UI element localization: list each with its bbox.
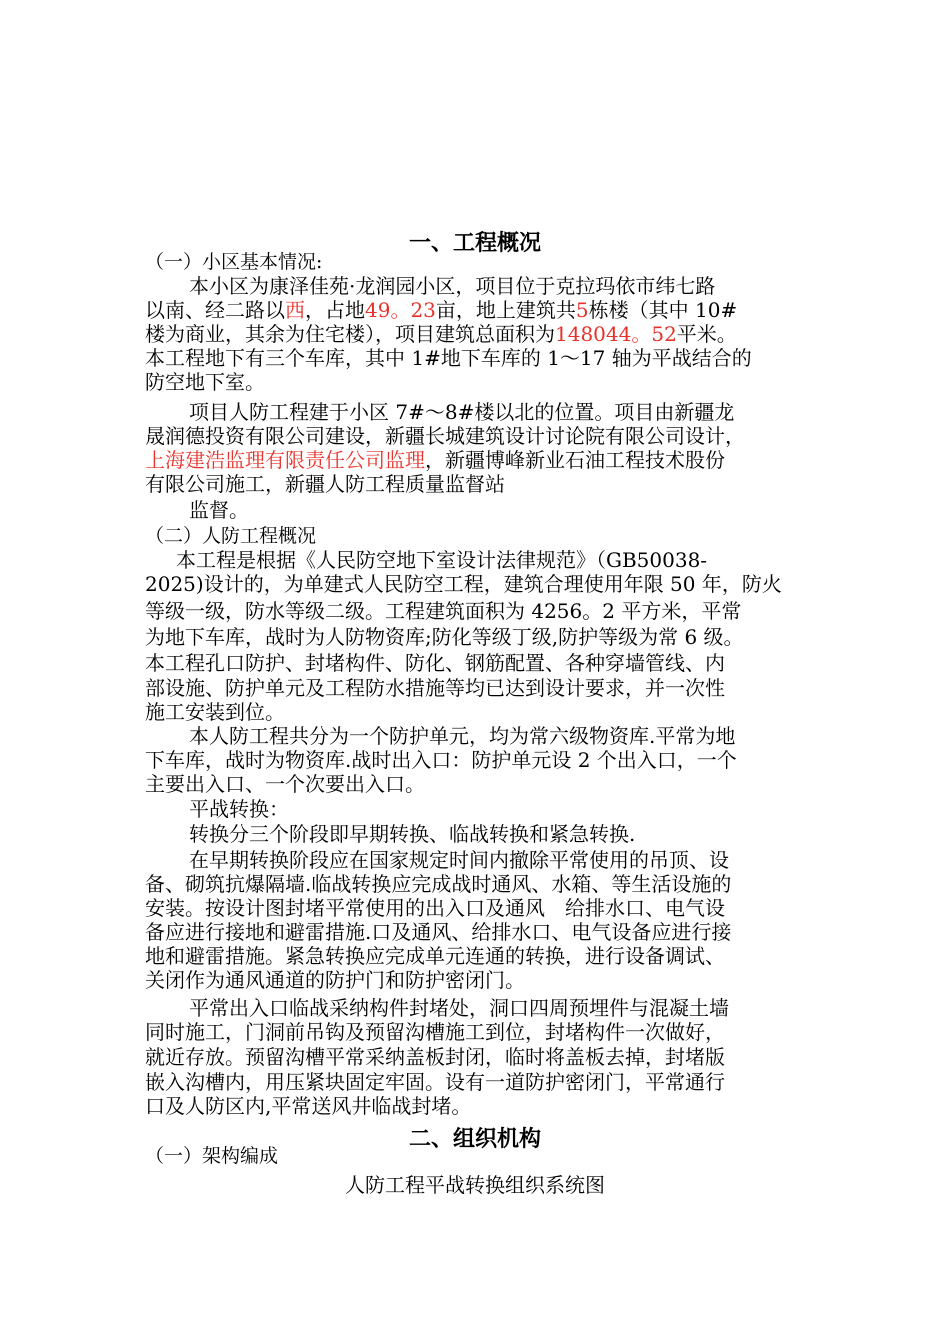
paragraph-3-line-1: 本工程是根据《人民防空地下室设计法律规范》（GB50038- [176, 548, 708, 572]
subsection-2-1-heading: （一）架构编成 [145, 1145, 279, 1167]
paragraph-7-line-3: 安装。按设计图封堵平常使用的出入口及通风 给排水口、电气设 [145, 896, 725, 920]
paragraph-7-line-5: 地和避雷措施。紧急转换应完成单元连通的转换，进行设备调试、 [145, 944, 725, 968]
paragraph-8-line-3: 就近存放。预留沟槽平常采纳盖板封闭，临时将盖板去掉，封堵版 [145, 1045, 725, 1069]
paragraph-8-line-5: 口及人防区内,平常送风井临战封堵。 [145, 1094, 472, 1118]
paragraph-4-line-3: 主要出入口、一个次要出入口。 [145, 772, 425, 796]
section-2-title: 二、组织机构 [408, 1127, 541, 1152]
paragraph-7-line-6: 关闭作为通风通道的防护门和防护密闭门。 [145, 968, 525, 992]
paragraph-7-line-4: 备应进行接地和避雷措施.口及通风、给排水口、电气设备应进行接 [145, 920, 732, 944]
paragraph-3-line-4: 为地下车库，战时为人防物资库;防化等级丁级,防护等级为常 6 级。 [145, 625, 744, 649]
paragraph-8-line-4: 嵌入沟槽内，用压紧块固定牢固。设有一道防护密闭门，平常通行 [145, 1070, 725, 1094]
section-1-title: 一、工程概况 [408, 231, 541, 256]
paragraph-3-line-5: 本工程孔口防护、封堵构件、防化、钢筋配置、各种穿墙管线、内 [145, 651, 725, 675]
paragraph-2-line-5: 监督。 [189, 498, 249, 522]
figure-caption: 人防工程平战转换组织系统图 [345, 1173, 605, 1197]
paragraph-5: 平战转换： [189, 797, 289, 821]
paragraph-1-line-5: 防空地下室。 [145, 370, 265, 394]
paragraph-3-line-6: 部设施、防护单元及工程防水措施等均已达到设计要求，并一次性 [145, 676, 725, 700]
paragraph-8-line-2: 同时施工，门洞前吊钩及预留沟槽施工到位，封堵构件一次做好， [145, 1020, 725, 1044]
paragraph-3-line-3: 等级一级，防水等级二级。工程建筑面积为 4256。2 平方米，平常 [145, 599, 742, 623]
paragraph-2-line-3: 上海建浩监理有限责任公司监理，新疆博峰新业石油工程技术股份 [145, 448, 725, 472]
paragraph-2-line-4: 有限公司施工，新疆人防工程质量监督站 [145, 472, 505, 496]
paragraph-3-line-2: 2025)设计的，为单建式人民防空工程，建筑合理使用年限 50 年，防火 [145, 572, 782, 596]
paragraph-1-line-4: 本工程地下有三个车库，其中 1#地下车库的 1～17 轴为平战结合的 [145, 346, 752, 370]
paragraph-6: 转换分三个阶段即早期转换、临战转换和紧急转换. [189, 822, 636, 846]
paragraph-2-line-1: 项目人防工程建于小区 7#～8#楼以北的位置。项目由新疆龙 [189, 400, 735, 424]
subsection-2-heading: （二）人防工程概况 [145, 525, 317, 547]
paragraph-2-line-2: 晟润德投资有限公司建设，新疆长城建筑设计讨论院有限公司设计， [145, 424, 745, 448]
paragraph-1-line-1: 本小区为康泽佳苑·龙润园小区，项目位于克拉玛依市纬七路 [189, 274, 716, 298]
paragraph-4-line-2: 下车库，战时为物资库.战时出入口：防护单元设 2 个出入口，一个 [145, 748, 737, 772]
paragraph-4-line-1: 本人防工程共分为一个防护单元，均为常六级物资库.平常为地 [189, 724, 736, 748]
paragraph-7-line-2: 备、砌筑抗爆隔墙.临战转换应完成战时通风、水箱、等生活设施的 [145, 872, 732, 896]
paragraph-1-line-2: 以南、经二路以西，占地49。23亩，地上建筑共5栋楼（其中 10# [145, 298, 738, 322]
paragraph-1-line-3: 楼为商业，其余为住宅楼），项目建筑总面积为148044。52平米。 [145, 322, 737, 346]
paragraph-3-line-7: 施工安装到位。 [145, 700, 285, 724]
subsection-1-heading: （一）小区基本情况: [145, 251, 323, 273]
paragraph-7-line-1: 在早期转换阶段应在国家规定时间内撤除平常使用的吊顶、设 [189, 848, 729, 872]
paragraph-8-line-1: 平常出入口临战采纳构件封堵处，洞口四周预埋件与混凝土墙 [189, 996, 729, 1020]
